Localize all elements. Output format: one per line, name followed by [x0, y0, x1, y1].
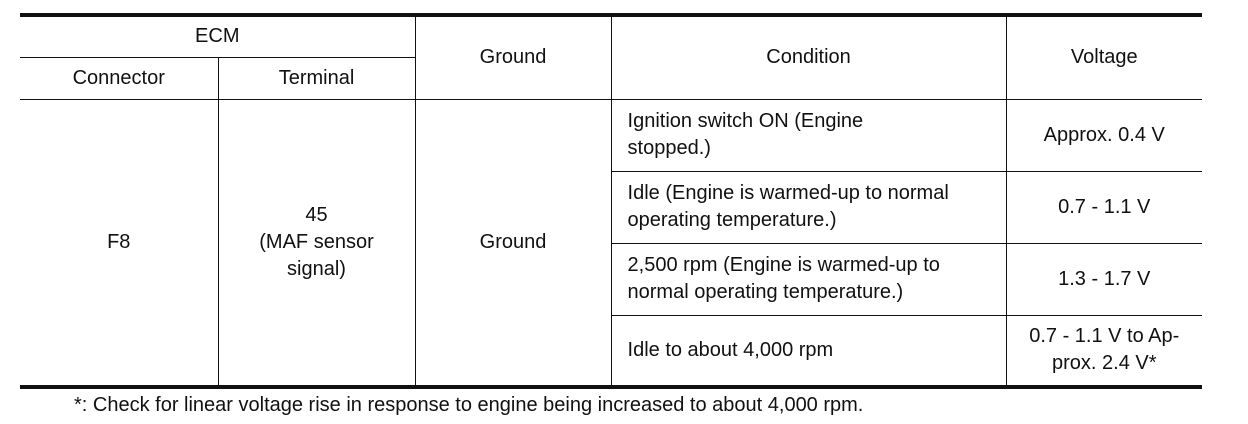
- condition-line1: Idle (Engine is warmed-up to normal: [627, 182, 949, 204]
- voltage-cell: [1006, 315, 1202, 387]
- header-condition: Condition: [611, 15, 1006, 99]
- voltage-cell: [1006, 243, 1202, 315]
- table-row: [20, 99, 1202, 171]
- header-ecm: ECM: [20, 15, 415, 57]
- voltage-cell: [1006, 171, 1202, 243]
- condition-line1: Ignition switch ON (Engine: [627, 110, 864, 132]
- voltage-cell: [1006, 99, 1202, 171]
- condition-line1: Idle to about 4,000 rpm: [627, 338, 834, 361]
- header-connector: Connector: [20, 57, 218, 99]
- ground-cell: Ground: [415, 99, 611, 387]
- header-voltage: Voltage: [1006, 15, 1202, 99]
- condition-line2: operating temperature.): [627, 209, 837, 231]
- condition-cell: [611, 99, 1006, 171]
- condition-line2: stopped.): [627, 137, 711, 159]
- condition-cell: [611, 243, 1006, 315]
- terminal-desc-line2: signal): [287, 257, 346, 280]
- connector-cell: F8: [20, 99, 218, 387]
- ecm-terminal-table: [20, 13, 1202, 389]
- voltage-line1: 0.7 - 1.1 V to Ap-: [1029, 325, 1180, 348]
- condition-line2: normal operating temperature.): [627, 281, 904, 303]
- voltage-line1: 1.3 - 1.7 V: [1058, 267, 1151, 290]
- terminal-number: 45: [305, 203, 328, 226]
- voltage-line2: prox. 2.4 V*: [1052, 352, 1157, 375]
- condition-cell: [611, 315, 1006, 387]
- terminal-desc-line1: (MAF sensor: [259, 230, 374, 253]
- footnote: *: Check for linear voltage rise in response to engine being increased to about 4,000 rpm.: [74, 394, 864, 416]
- header-terminal: Terminal: [218, 57, 415, 99]
- ecm-terminal-table-container: [20, 13, 1202, 389]
- header-row-top: [20, 15, 1202, 57]
- voltage-line1: Approx. 0.4 V: [1043, 123, 1165, 146]
- voltage-line1: 0.7 - 1.1 V: [1058, 195, 1151, 218]
- condition-line1: 2,500 rpm (Engine is warmed-up to: [627, 254, 940, 276]
- terminal-cell: [218, 99, 415, 387]
- header-ground: Ground: [415, 15, 611, 99]
- condition-cell: [611, 171, 1006, 243]
